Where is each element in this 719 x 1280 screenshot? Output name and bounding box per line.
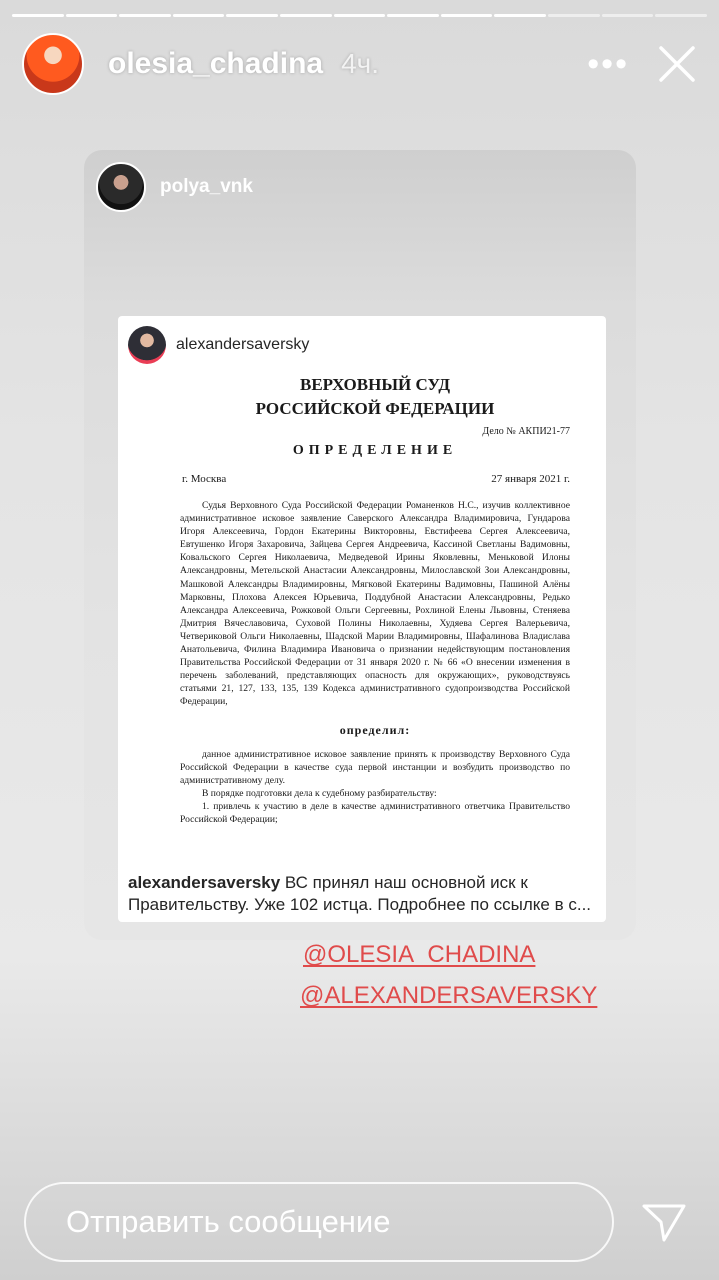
reshare-username[interactable]: polya_vnk (160, 176, 253, 197)
mention-olesia-chadina[interactable]: @OLESIA_CHADINA (303, 941, 536, 968)
more-icon[interactable]: ••• (587, 45, 629, 83)
progress-segment (226, 14, 278, 17)
post-caption (128, 872, 596, 916)
court-name-line2: РОССИЙСКОЙ ФЕДЕРАЦИИ (255, 399, 495, 418)
progress-segment (66, 14, 118, 17)
document-paragraph: В порядке подготовки дела к судебному разбирательству: (202, 787, 437, 799)
document-resolution-heading: определил: (339, 722, 411, 737)
caption-text: ВС принял наш основной иск к Правительству. Уже 102 истца. Подробнее по ссылке в с... (128, 873, 592, 914)
progress-segment (280, 14, 332, 17)
progress-segment (334, 14, 386, 17)
document-paragraph: 1. привлечь к участию в деле в качестве административного ответчика Правительство Российской Федерации; (180, 800, 570, 825)
document-paragraph: Судья Верховного Суда Российской Федерации Романенков Н.С., изучив коллективное административное исковое заявление Саверского Александра Владимировича, Гундарова Игоря Алексеевича, Гордон Екатерины Викторовны, Евстифеева Сергея Алексеевича, Евтушенко Игоря Захаровича, Зайцева Сергея Андреевича, Кассиной Светланы Вадимовны, Ковальского Сергея Николаевича, Медведевой Ирины Яковлевны, Меньковой Илоны Александровны, Метельской Анастасии Александровны, Милославской Зои Александровны, Машковой Александры Владимировны, Мягковой Екатерины Вадимовны, Пашиной Алёны Марковны, Плохова Алексея Юрьевича, Поддубной Анастасии Александровны, Редько Александра Алексеевича, Рожковой Ольги Сергеевны, Рохлиной Елены Львовны, Стеняева Дмитрия Вячеславовича, Суховой Полины Николаевны, Худяева Сергея Валерьевича, Четвериковой Ольги Николаевны, Шадской Марии Владимировны, Шафалинова Владислава Анатольевича, Филина Владимира Ивановича о признании недействующим постановления Правительства Российской Федерации от 31 января 2020 г. № 66 «О внесении изменения в перечень заболеваний, представляющих опасность для окружающих», руководствуясь статьями 21, 127, 133, 135, 139 Кодекса административного судопроизводства Российской Федерации, (180, 500, 570, 708)
reshare-avatar[interactable] (96, 162, 146, 212)
message-placeholder: Отправить сообщение (66, 1204, 391, 1239)
caption-username[interactable]: alexandersaversky (128, 873, 281, 892)
document-place: г. Москва (182, 473, 227, 485)
court-document (180, 372, 570, 826)
progress-segment (548, 14, 600, 17)
progress-segment (387, 14, 439, 17)
story-time: 4ч. (341, 48, 380, 79)
avatar[interactable] (22, 33, 84, 95)
progress-segment (441, 14, 493, 17)
court-name-line1: ВЕРХОВНЫЙ СУД (299, 375, 451, 394)
mention-alexandersaversky[interactable]: @ALEXANDERSAVERSKY (300, 982, 598, 1009)
case-number: Дело № АКПИ21-77 (482, 426, 570, 437)
progress-segment (173, 14, 225, 17)
story-progress (12, 14, 707, 17)
progress-segment (602, 14, 654, 17)
close-icon[interactable] (657, 44, 697, 84)
progress-segment (494, 14, 546, 17)
progress-segment (119, 14, 171, 17)
document-title: ОПРЕДЕЛЕНИЕ (292, 443, 458, 458)
shared-post[interactable] (118, 316, 606, 922)
progress-segment (12, 14, 64, 17)
message-input[interactable] (24, 1182, 614, 1262)
post-avatar[interactable] (128, 326, 166, 364)
story-header (22, 32, 697, 96)
document-date: 27 января 2021 г. (491, 473, 570, 485)
progress-segment (655, 14, 707, 17)
send-icon[interactable] (640, 1198, 688, 1246)
post-username[interactable]: alexandersaversky (176, 336, 310, 353)
document-paragraph: данное административное исковое заявление принять к производству Верховного Суда Российской Федерации в качестве суда первой инстанции и возбудить производство по административному делу. (180, 748, 570, 786)
story-username[interactable]: olesia_chadina (108, 47, 324, 80)
